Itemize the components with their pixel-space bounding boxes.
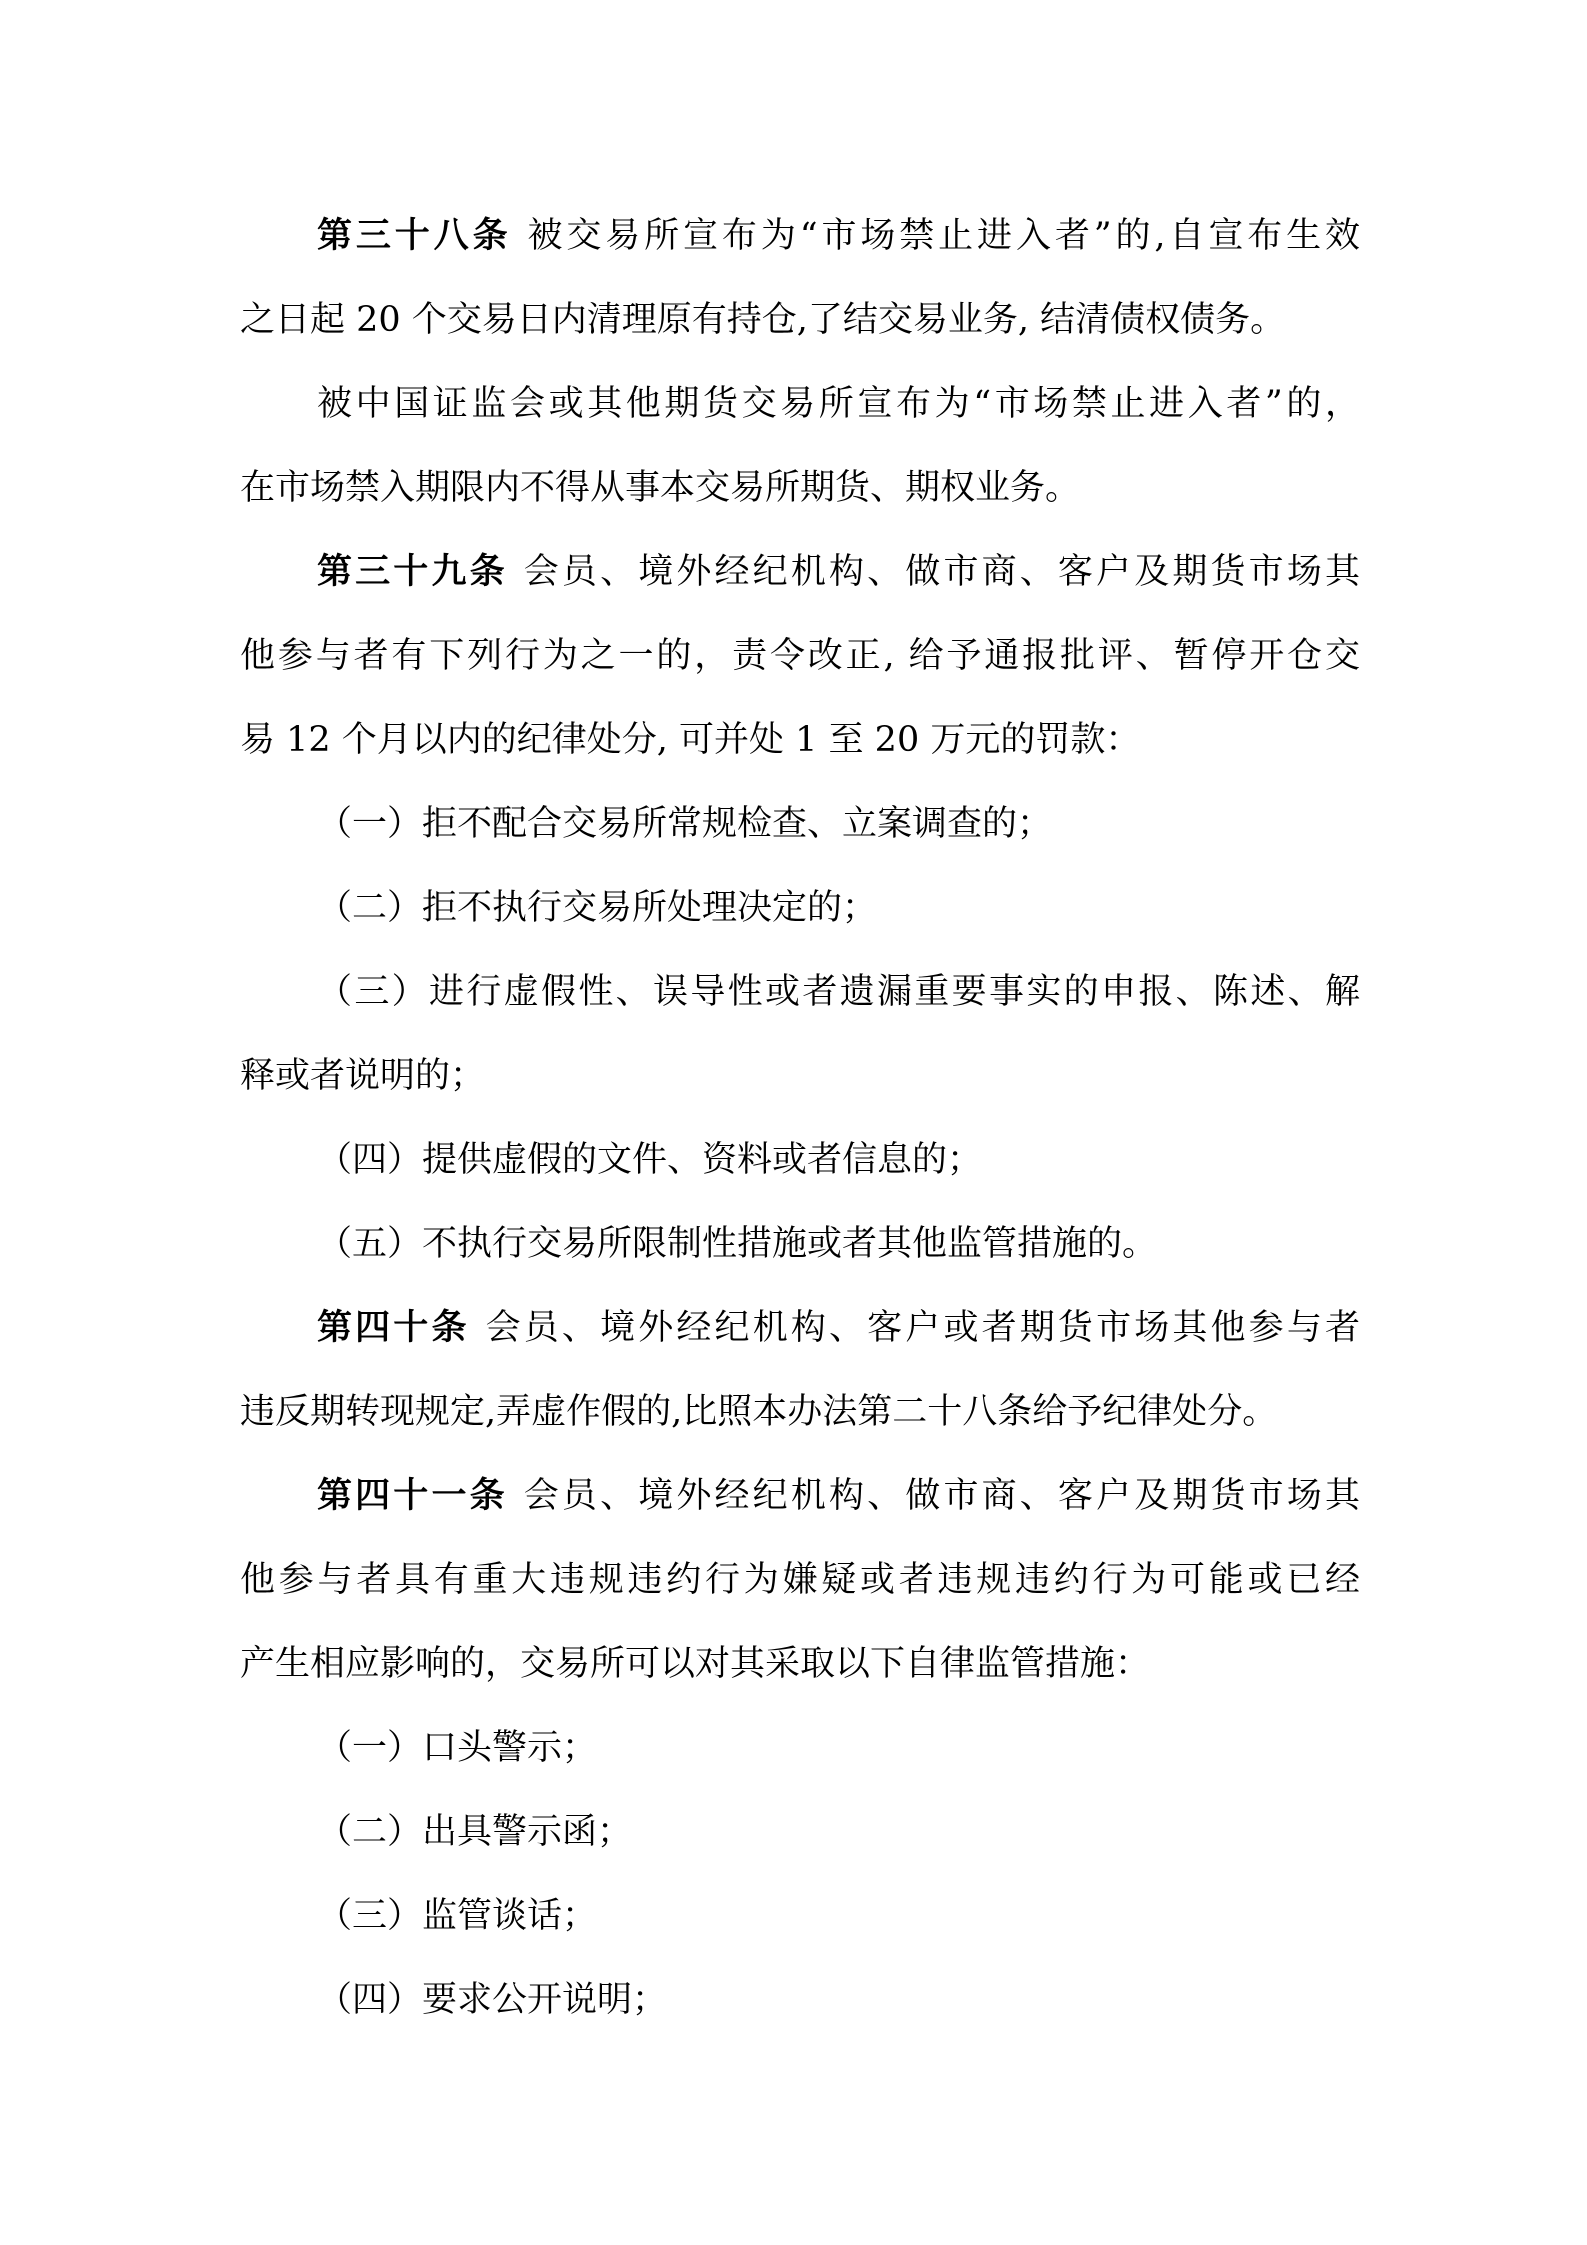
list-item: （二）拒不执行交易所处理决定的；	[317, 888, 878, 928]
article-heading: 第四十一条	[317, 1476, 508, 1516]
article-41-line-1: 第四十一条 会员、境外经纪机构、做市商、客户及期货市场其	[317, 1476, 1360, 1516]
article-heading: 第三十九条	[317, 552, 508, 592]
list-item: （一）拒不配合交易所常规检查、立案调查的；	[317, 804, 1053, 844]
list-item: （四）要求公开说明；	[317, 1980, 668, 2020]
list-item: （一）口头警示；	[317, 1728, 598, 1768]
list-item: （二）出具警示函；	[317, 1812, 633, 1852]
article-38-line-1: 第三十八条 被交易所宣布为“市场禁止进入者”的,自宣布生效	[317, 216, 1360, 256]
list-item: （五）不执行交易所限制性措施或者其他监管措施的。	[317, 1224, 1158, 1264]
article-41-line-2: 他参与者具有重大违规违约行为嫌疑或者违规违约行为可能或已经	[240, 1560, 1360, 1600]
list-item-continuation: 释或者说明的；	[240, 1056, 486, 1096]
article-39-line-3: 易 12 个月以内的纪律处分, 可并处 1 至 20 万元的罚款：	[240, 720, 1141, 760]
article-38-line-2: 之日起 20 个交易日内清理原有持仓,了结交易业务, 结清债权债务。	[240, 300, 1286, 340]
article-38-para-2-line-2: 在市场禁入期限内不得从事本交易所期货、期权业务。	[240, 468, 1081, 508]
article-40-line-2: 违反期转现规定,弄虚作假的,比照本办法第二十八条给予纪律处分。	[240, 1392, 1278, 1432]
article-38-para-2-line-1: 被中国证监会或其他期货交易所宣布为“市场禁止进入者”的，	[317, 384, 1360, 424]
article-40-line-1: 第四十条 会员、境外经纪机构、客户或者期货市场其他参与者	[317, 1308, 1360, 1348]
article-heading: 第三十八条	[317, 216, 512, 256]
list-item: （三）监管谈话；	[317, 1896, 598, 1936]
article-39-line-1: 第三十九条 会员、境外经纪机构、做市商、客户及期货市场其	[317, 552, 1360, 592]
list-item: （三）进行虚假性、误导性或者遗漏重要事实的申报、陈述、解	[317, 972, 1360, 1012]
article-41-line-3: 产生相应影响的，交易所可以对其采取以下自律监管措施：	[240, 1644, 1151, 1684]
article-heading: 第四十条	[317, 1308, 470, 1348]
article-39-line-2: 他参与者有下列行为之一的，责令改正, 给予通报批评、暂停开仓交	[240, 636, 1360, 676]
list-item: （四）提供虚假的文件、资料或者信息的；	[317, 1140, 983, 1180]
